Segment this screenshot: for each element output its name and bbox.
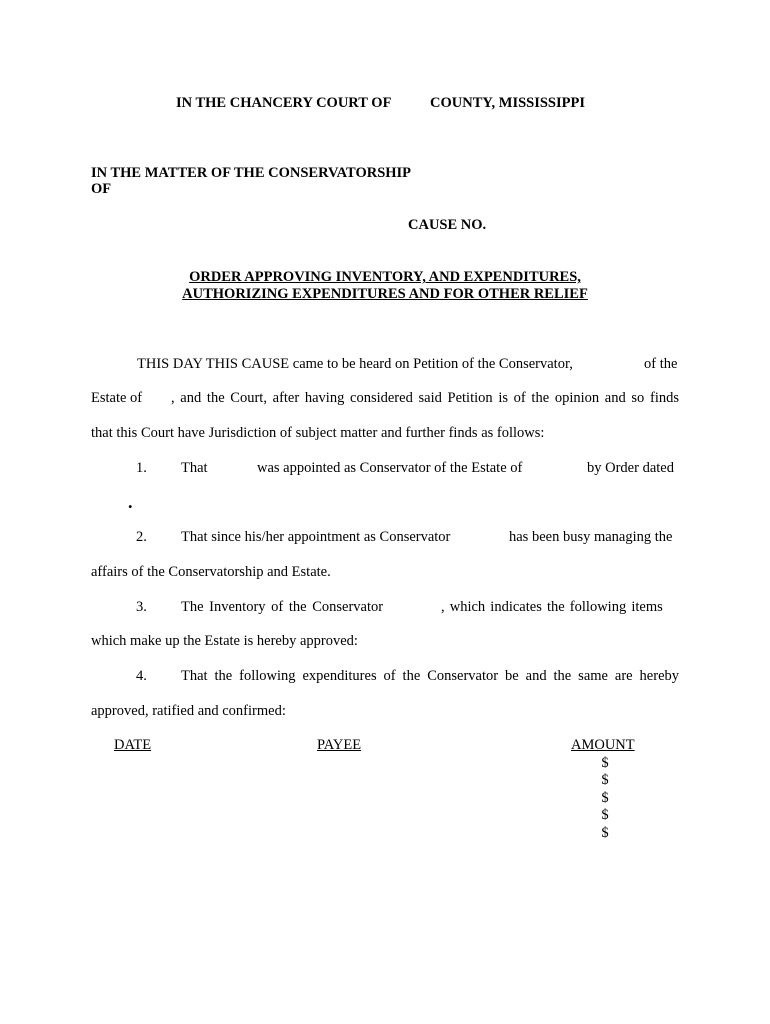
court-name-suffix: COUNTY, MISSISSIPPI (430, 95, 585, 111)
amount-cell: $ (601, 807, 609, 823)
cause-number-label: CAUSE NO. (408, 217, 487, 233)
item-1-period: . (128, 492, 133, 512)
table-header-amount: AMOUNT (571, 737, 635, 753)
item-4-number: 4. (136, 668, 147, 684)
paragraph-1-court-finds: , and the Court, after having considered said Petition is of the opinion and so finds (171, 390, 679, 406)
court-name-prefix: IN THE CHANCERY COURT OF (176, 95, 392, 111)
order-title-line-1: ORDER APPROVING INVENTORY, AND EXPENDITURES, (189, 269, 581, 285)
matter-line-2: OF (91, 181, 112, 197)
paragraph-1-estate-of: Estate of (91, 390, 143, 406)
item-1-order-dated: by Order dated (587, 460, 674, 476)
item-4-approved: approved, ratified and confirmed: (91, 703, 286, 719)
table-header-payee: PAYEE (317, 737, 362, 753)
item-4-expenditures: That the following expenditures of the Conservator be and the same are hereby (181, 668, 679, 684)
amount-cell: $ (601, 825, 609, 841)
item-2-number: 2. (136, 529, 147, 545)
matter-line-1: IN THE MATTER OF THE CONSERVATORSHIP (91, 165, 412, 181)
paragraph-1-jurisdiction: that this Court have Jurisdiction of subject matter and further finds as follows: (91, 425, 545, 441)
item-3-estate-approved: which make up the Estate is hereby approved: (91, 633, 358, 649)
item-1-number: 1. (136, 460, 147, 476)
amount-cell: $ (601, 772, 609, 788)
item-2-since-appointment: That since his/her appointment as Conservator (181, 529, 451, 545)
paragraph-1-start: THIS DAY THIS CAUSE came to be heard on Petition of the Conservator, (137, 356, 573, 372)
amount-cell: $ (601, 755, 609, 771)
item-2-affairs: affairs of the Conservatorship and Estate. (91, 564, 331, 580)
item-1-appointed: was appointed as Conservator of the Estate of (257, 460, 523, 476)
item-3-indicates: , which indicates the following items (441, 599, 663, 615)
item-3-inventory: The Inventory of the Conservator (181, 599, 384, 615)
paragraph-1-of-the: of the (644, 356, 678, 372)
amount-cell: $ (601, 790, 609, 806)
item-1-that: That (181, 460, 208, 476)
table-header-date: DATE (114, 737, 152, 753)
item-2-busy-managing: has been busy managing the (509, 529, 673, 545)
item-3-number: 3. (136, 599, 147, 615)
order-title-line-2: AUTHORIZING EXPENDITURES AND FOR OTHER RELIEF (182, 286, 588, 302)
